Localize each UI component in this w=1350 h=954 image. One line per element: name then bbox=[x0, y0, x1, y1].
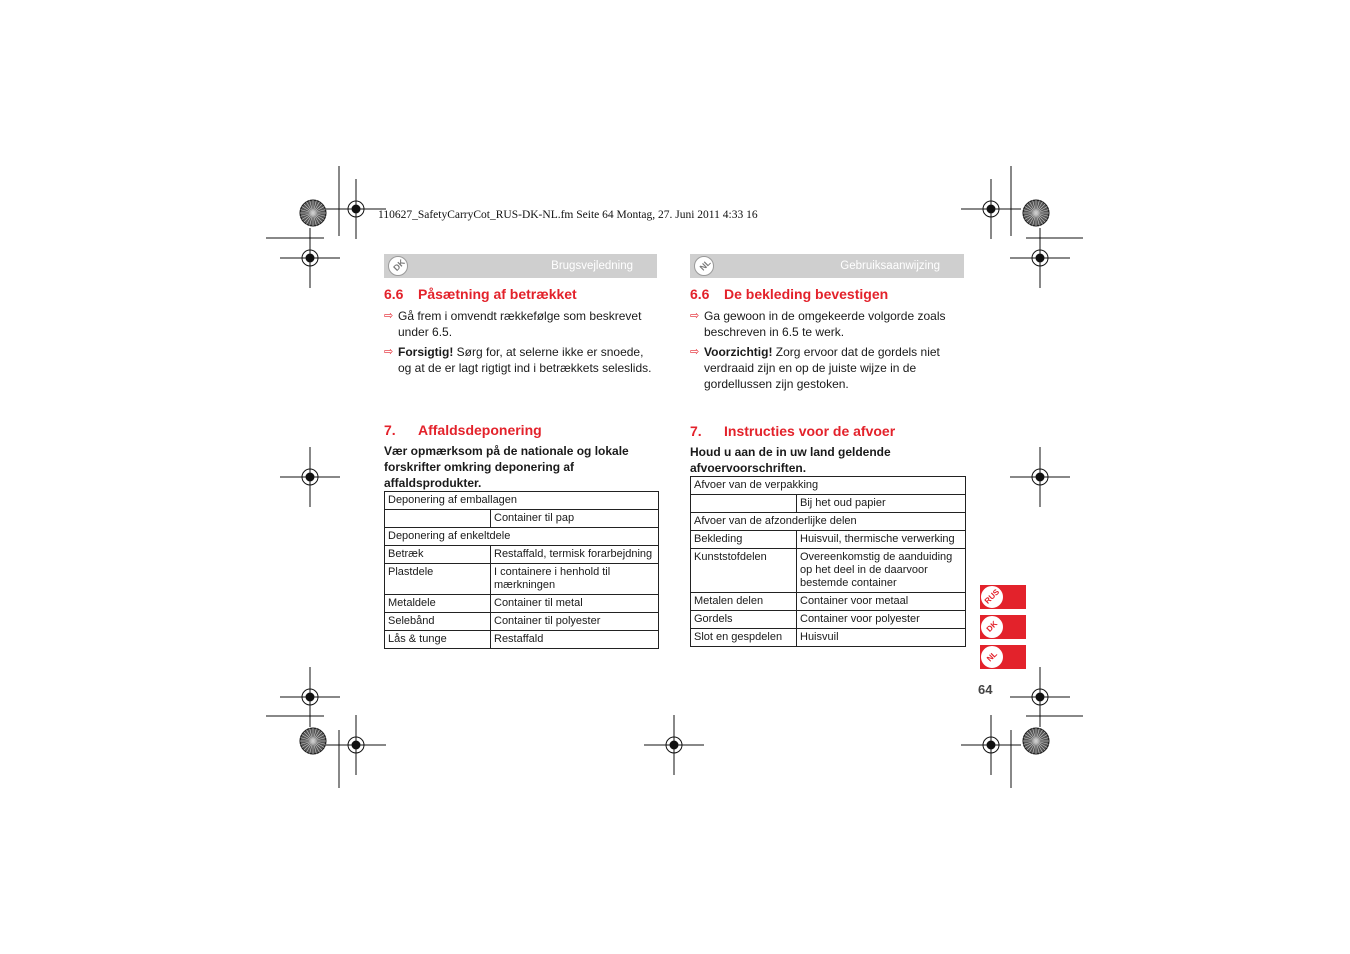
disposal-table-nl bbox=[690, 476, 966, 647]
table-row bbox=[691, 629, 966, 647]
left-section-7 bbox=[384, 422, 659, 491]
table-cell: Metaldele bbox=[385, 595, 491, 613]
caution-bullet: ⇨ Voorzichtig! Zorg ervoor dat de gordels niet verdraaid zijn en op de juiste wijze in de gordellussen zijn gestoken. bbox=[690, 345, 940, 391]
table-cell: I containere i henhold til mærkningen bbox=[491, 564, 659, 595]
table-cell: Kunststofdelen bbox=[691, 549, 797, 593]
table-cell: Container til metal bbox=[491, 595, 659, 613]
table-cell: Slot en gespdelen bbox=[691, 629, 797, 647]
table-cell: Restaffald bbox=[491, 631, 659, 649]
disposal-intro: Houd u aan de in uw land geldende afvoervoorschriften. bbox=[690, 445, 891, 475]
side-tab-badge: DK bbox=[980, 615, 1004, 639]
table-cell: Gordels bbox=[691, 611, 797, 629]
section-heading: 6.6 De bekleding bevestigen bbox=[690, 286, 889, 302]
side-tab-nl[interactable] bbox=[980, 645, 1026, 669]
file-info-header: 110627_SafetyCarryCot_RUS-DK-NL.fm Seite 64 Montag, 27. Juni 2011 4:33 16 bbox=[378, 209, 758, 221]
table-cell bbox=[385, 510, 491, 528]
table-cell bbox=[691, 495, 797, 513]
arrow-icon: ⇨ bbox=[384, 346, 394, 358]
table-row bbox=[385, 546, 659, 564]
instruction-bullet: ⇨ Ga gewoon in de omgekeerde volgorde zoals beschreven in 6.5 te werk. bbox=[690, 309, 946, 339]
table-cell: Afvoer van de afzonderlijke delen bbox=[691, 513, 966, 531]
table-row bbox=[385, 564, 659, 595]
table-row bbox=[691, 531, 966, 549]
language-tag-dk: DK bbox=[388, 256, 408, 276]
page-number: 64 bbox=[978, 682, 993, 697]
table-cell: Betræk bbox=[385, 546, 491, 564]
table-cell: Container voor metaal bbox=[797, 593, 966, 611]
table-cell: Plastdele bbox=[385, 564, 491, 595]
table-cell: Restaffald, termisk forarbejdning bbox=[491, 546, 659, 564]
table-cell: Bij het oud papier bbox=[797, 495, 966, 513]
arrow-icon: ⇨ bbox=[690, 310, 700, 322]
side-tab-badge: NL bbox=[980, 645, 1004, 669]
table-cell: Container til pap bbox=[491, 510, 659, 528]
table-cell: Selebånd bbox=[385, 613, 491, 631]
table-row bbox=[691, 593, 966, 611]
disposal-intro: Vær opmærksom på de nationale og lokale forskrifter omkring deponering af affaldsprodukter. bbox=[384, 444, 629, 490]
table-cell: Afvoer van de verpakking bbox=[691, 477, 966, 495]
table-cell: Deponering af enkeltdele bbox=[385, 528, 659, 546]
section-heading: 6.6 Påsætning af betrækket bbox=[384, 286, 577, 302]
disposal-table-dk bbox=[384, 491, 659, 649]
table-cell: Lås & tunge bbox=[385, 631, 491, 649]
right-section-6-6 bbox=[690, 286, 965, 392]
table-cell: Bekleding bbox=[691, 531, 797, 549]
table-cell: Container voor polyester bbox=[797, 611, 966, 629]
side-tab-badge: RUS bbox=[980, 585, 1004, 609]
table-row bbox=[385, 631, 659, 649]
table-cell: Overeenkomstig de aanduiding op het deel in de daarvoor bestemde container bbox=[797, 549, 966, 593]
language-tag-nl: NL bbox=[694, 256, 714, 276]
table-row bbox=[691, 611, 966, 629]
table-cell: Container til polyester bbox=[491, 613, 659, 631]
table-row bbox=[385, 595, 659, 613]
table-cell: Metalen delen bbox=[691, 593, 797, 611]
side-tab-rus[interactable] bbox=[980, 585, 1026, 609]
table-row bbox=[385, 613, 659, 631]
side-tab-dk[interactable] bbox=[980, 615, 1026, 639]
bar-title: Gebruiksaanwijzing bbox=[840, 260, 940, 272]
section-heading: 7. Instructies voor de afvoer bbox=[690, 423, 896, 439]
left-section-6-6 bbox=[384, 286, 659, 376]
section-heading: 7. Affaldsdeponering bbox=[384, 422, 542, 438]
table-row bbox=[691, 549, 966, 593]
table-cell: Deponering af emballagen bbox=[385, 492, 659, 510]
language-bar-dk bbox=[384, 254, 657, 278]
arrow-icon: ⇨ bbox=[384, 310, 394, 322]
bar-title: Brugsvejledning bbox=[551, 260, 633, 272]
instruction-bullet: ⇨ Gå frem i omvendt rækkefølge som beskrevet under 6.5. bbox=[384, 309, 642, 339]
right-section-7 bbox=[690, 423, 965, 476]
arrow-icon: ⇨ bbox=[690, 346, 700, 358]
caution-bullet: ⇨ Forsigtig! Sørg for, at selerne ikke er snoede, og at de er lagt rigtigt ind i betrækkets seleslids. bbox=[384, 345, 652, 375]
table-cell: Huisvuil, thermische verwerking bbox=[797, 531, 966, 549]
table-cell: Huisvuil bbox=[797, 629, 966, 647]
language-bar-nl bbox=[690, 254, 964, 278]
